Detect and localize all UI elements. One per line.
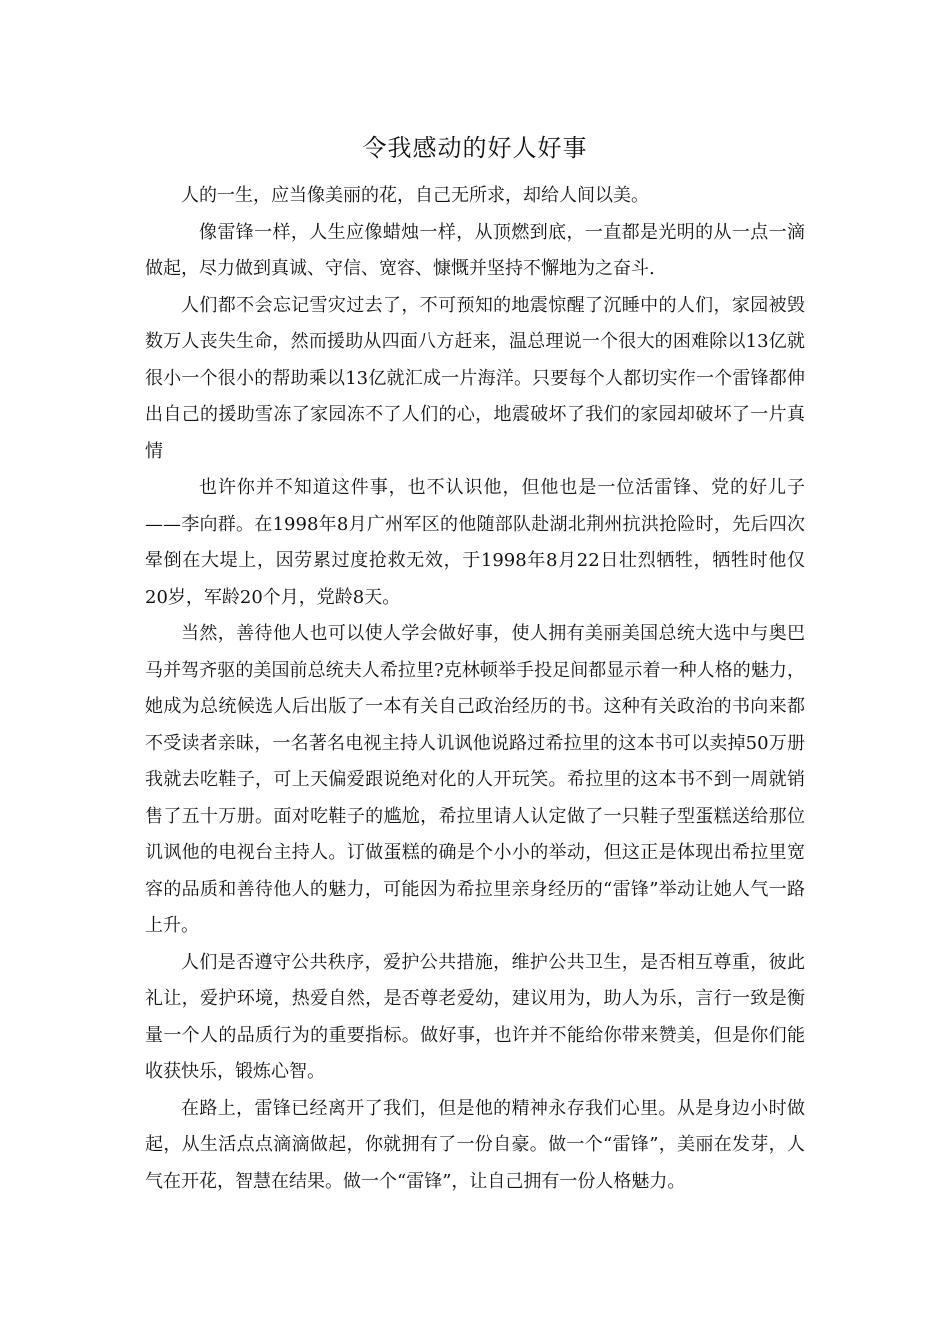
page-title: 令我感动的好人好事 (362, 134, 588, 162)
paragraph-5: 当然，善待他人也可以使人学会做好事，使人拥有美丽美国总统大选中与奥巴马并驾齐驱的美国前总统夫人希拉里?克林顿举手投足间都显示着一种人格的魅力，她成为总统候选人后出版了一本有关自己政治经历的书。这种有关政治的书向来都不受读者亲昧，一名著名电视主持人讥讽他说路过希拉里的这本书可以卖掉50万册我就去吃鞋子，可上天偏爱跟说绝对化的人开玩笑。希拉里的这本书不到一周就销售了五十万册。面对吃鞋子的尴尬，希拉里请人认定做了一只鞋子型蛋糕送给那位讥讽他的电视台主持人。订做蛋糕的确是个小小的举动，但这正是体现出希拉里宽容的品质和善待他人的魅力，可能因为希拉里亲身经历的“雷锋”举动让她人气一路上升。 (145, 623, 805, 936)
paragraph-7: 在路上，雷锋已经离开了我们，但是他的精神永存我们心里。从是身边小时做起，从生活点点滴滴做起，你就拥有了一份自豪。做一个“雷锋”，美丽在发芽，人气在开花，智慧在结果。做一个“雷锋”，让自己拥有一份人格魅力。 (145, 1097, 805, 1192)
paragraph-2: 像雷锋一样，人生应像蜡烛一样，从顶燃到底，一直都是光明的从一点一滴做起，尽力做到真诚、守信、宽容、慷慨并坚持不懈地为之奋斗. (145, 221, 805, 279)
paragraph-6: 人们是否遵守公共秩序，爱护公共措施，维护公共卫生，是否相互尊重，彼此礼让，爱护环境，热爱自然，是否尊老爱幼，建议用为，助人为乐，言行一致是衡量一个人的品质行为的重要指标。做好事，也许并不能给你带来赞美，但是你们能收获快乐，锻炼心智。 (145, 951, 805, 1082)
paragraph-3: 人们都不会忘记雪灾过去了，不可预知的地震惊醒了沉睡中的人们，家园被毁数万人丧失生命，然而援助从四面八方赶来，温总理说一个很大的困难除以13亿就很小一个很小的帮助乘以13亿就汇成一片海洋。只要每个人都切实作一个雷锋都伸出自己的援助雪冻了家园冻不了人们的心，地震破坏了我们的家园却破坏了一片真情 (145, 294, 805, 462)
paragraph-1: 人的一生，应当像美丽的花，自己无所求，却给人间以美。 (181, 185, 649, 206)
paragraph-4: 也许你并不知道这件事，也不认识他，但他也是一位活雷锋、党的好儿子——李向群。在1998年8月广州军区的他随部队赴湖北荆州抗洪抢险时，先后四次晕倒在大堤上，因劳累过度抢救无效，于1998年8月22日壮烈牺牲，牺牲时他仅20岁，军龄20个月，党龄8天。 (145, 477, 805, 608)
